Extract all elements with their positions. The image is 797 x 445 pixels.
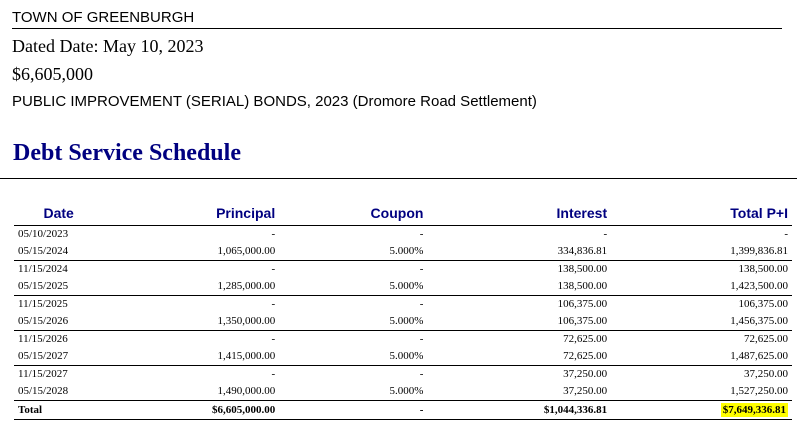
table-cell: 11/15/2027 [18, 368, 68, 380]
title-divider [0, 178, 797, 179]
table-cell: - [271, 298, 276, 310]
table-row [14, 331, 792, 349]
table-row [14, 383, 792, 401]
table-cell: 106,375.00 [427, 313, 611, 331]
table-cell: 138,500.00 [557, 263, 608, 275]
col-header-coupon: Coupon [279, 203, 427, 226]
schedule-title: Debt Service Schedule [13, 140, 241, 166]
table-cell: 138,500.00 [738, 263, 788, 275]
table-cell: 5.000% [279, 348, 427, 366]
table-cell: 334,836.81 [427, 243, 611, 261]
table-cell: 05/15/2027 [14, 348, 103, 366]
table-cell: - [419, 368, 424, 380]
table-cell: 37,250.00 [563, 368, 608, 380]
table-cell: - [419, 333, 424, 345]
table-cell: 106,375.00 [557, 298, 608, 310]
table-cell: 5.000% [279, 278, 427, 296]
table-row [14, 366, 792, 384]
table-cell: - [603, 228, 608, 240]
table-cell: 72,625.00 [563, 333, 608, 345]
total-pi-cell [611, 401, 792, 420]
table-cell: - [271, 263, 276, 275]
dated-date: Dated Date: May 10, 2023 [12, 36, 204, 56]
table-cell: 1,285,000.00 [103, 278, 279, 296]
col-header-total-pi: Total P+I [611, 203, 792, 226]
table-cell: 1,065,000.00 [103, 243, 279, 261]
table-cell: 11/15/2024 [18, 263, 68, 275]
table-cell: - [271, 333, 276, 345]
total-label: Total [14, 401, 103, 420]
table-cell: - [271, 228, 276, 240]
issuer-name: TOWN OF GREENBURGH [12, 9, 782, 29]
total-row [14, 401, 792, 420]
table-row [14, 313, 792, 331]
table-cell: 1,350,000.00 [103, 313, 279, 331]
table-cell: 05/15/2025 [14, 278, 103, 296]
table-cell: 05/15/2026 [14, 313, 103, 331]
table-cell: 1,456,375.00 [611, 313, 792, 331]
table-cell: - [271, 368, 276, 380]
table-cell: 11/15/2026 [18, 333, 68, 345]
table-cell: 1,487,625.00 [611, 348, 792, 366]
table-cell: 1,399,836.81 [611, 243, 792, 261]
total-principal: $6,605,000.00 [103, 401, 279, 420]
table-cell: 11/15/2025 [18, 298, 68, 310]
table-cell: 1,490,000.00 [103, 383, 279, 401]
debt-service-table [14, 203, 792, 420]
table-cell: 05/10/2023 [18, 228, 69, 240]
total-interest: $1,044,336.81 [427, 401, 611, 420]
table-row [14, 226, 792, 244]
table-cell: 72,625.00 [744, 333, 788, 345]
table-cell: 5.000% [279, 313, 427, 331]
table-row [14, 348, 792, 366]
table-cell: 1,415,000.00 [103, 348, 279, 366]
bond-amount: $6,605,000 [12, 64, 93, 84]
table-cell: 1,423,500.00 [611, 278, 792, 296]
col-header-interest: Interest [427, 203, 611, 226]
table-cell: 05/15/2028 [14, 383, 103, 401]
table-cell: 05/15/2024 [14, 243, 103, 261]
table-cell: 72,625.00 [427, 348, 611, 366]
table-row [14, 261, 792, 279]
table-cell: 106,375.00 [738, 298, 788, 310]
table-row [14, 296, 792, 314]
table-cell: 5.000% [279, 243, 427, 261]
table-cell: - [784, 228, 788, 240]
table-cell: 1,527,250.00 [611, 383, 792, 401]
col-header-date: Date [14, 203, 103, 226]
table-header-row [14, 203, 792, 226]
table-cell: 37,250.00 [427, 383, 611, 401]
table-cell: - [419, 228, 424, 240]
table-cell: - [419, 298, 424, 310]
highlighted-total-pi: $7,649,336.81 [722, 403, 786, 416]
table-row [14, 243, 792, 261]
total-coupon: - [279, 401, 427, 420]
bond-title: PUBLIC IMPROVEMENT (SERIAL) BONDS, 2023 (Dromore Road Settlement) [12, 93, 537, 110]
table-cell: 138,500.00 [427, 278, 611, 296]
table-cell: 5.000% [279, 383, 427, 401]
table-cell: 37,250.00 [744, 368, 788, 380]
col-header-principal: Principal [103, 203, 279, 226]
table-row [14, 278, 792, 296]
table-cell: - [419, 263, 424, 275]
